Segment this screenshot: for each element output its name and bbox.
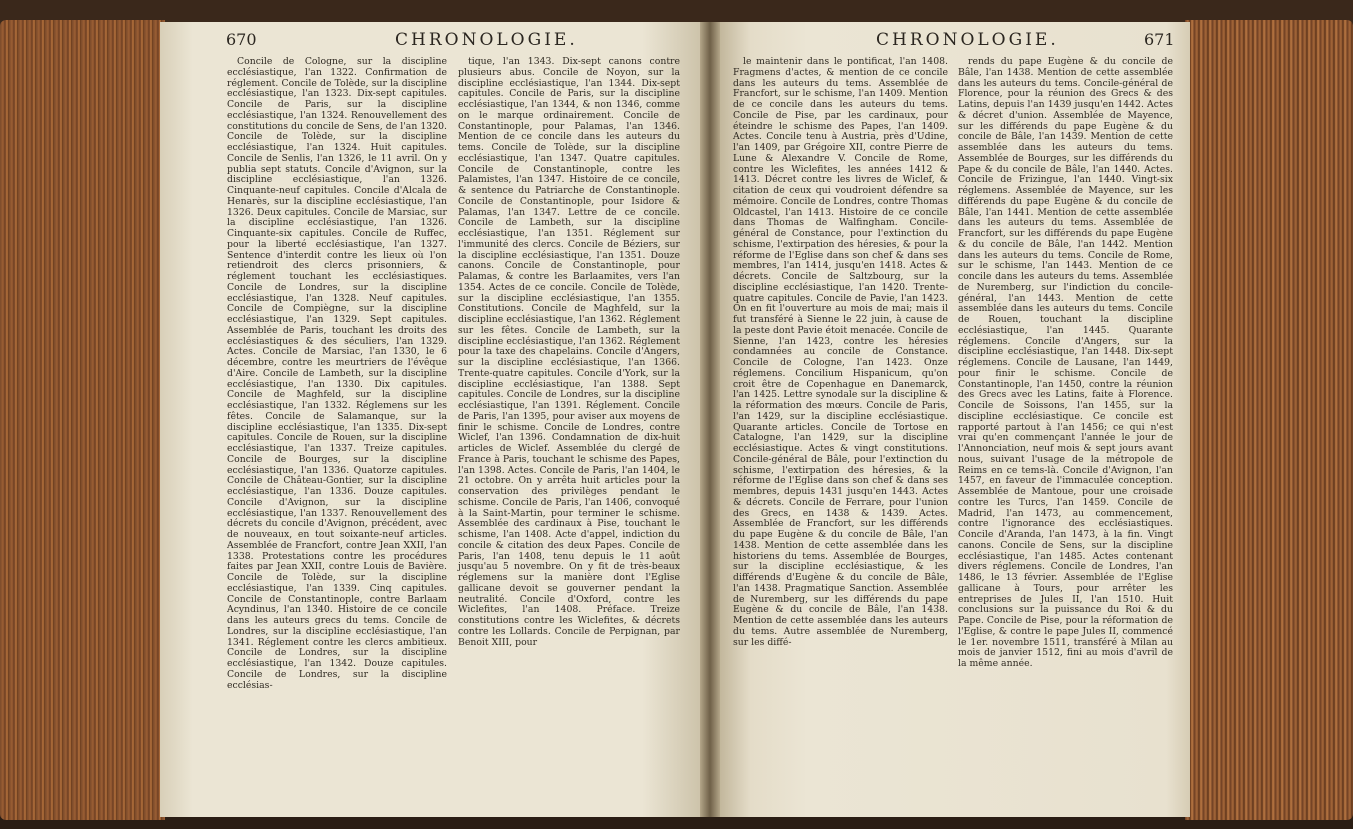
left-column-2-text: tique, l'an 1343. Dix-sept canons contre plusieurs abus. Concile de Noyon, sur la discipline ecclésiastique, l'an 1344. Dix-sept capitules. Concile de Paris, sur la discipline ecclésiastique, l'an 1344, & non 1346, comme on le marque ordinairement. Concile de Constantinople, pour Palamas, l'an 1346. Mention de ce concile dans les auteurs du tems. Concile de Tolède, sur la discipline ecclésiastique, l'an 1347. Quatre capitules. Concile de Constantinople, contre les Palamistes, l'an 1347. Histoire de ce concile, & sentence du Patriarche de Constantinople. Concile de Constantinople, pour Isidore & Palamas, l'an 1347. Lettre de ce concile. Concile de Lambeth, sur la discipline ecclésiastique, l'an 1351. Réglement sur l'immunité des clercs. Concile de Béziers, sur la discipline ecclésiastique, l'an 1351. Douze canons. Concile de Constantinople, pour Palamas, & contre les Barlaamites, vers l'an 1354. Actes de ce concile. Concile de Tolède, sur la discipline ecclésiastique, l'an 1355. Constitutions. Concile de Maghfeld, sur la discipline ecclésiastique, l'an 1362. Réglement sur les fêtes. Concile de Lambeth, sur la discipline ecclésiastique, l'an 1362. Réglement pour la taxe des chapelains. Concile d'Angers, sur la discipline ecclésiastique, l'an 1366. Trente-quatre capitules. Concile d'York, sur la discipline ecclésiastique, l'an 1388. Sept capitules. Concile de Londres, sur la discipline ecclésiastique, l'an 1391. Réglement. Concile de Paris, l'an 1395, pour aviser aux moyens de finir le schisme. Concile de Londres, contre Wiclef, l'an 1396. Condamnation de dix-huit articles de Wiclef. Assemblée du clergé de France à Paris, touchant le schisme des Papes, l'an 1398. Actes. Concile de Paris, l'an 1404, le 21 octobre. On y arrêta huit articles pour la conservation des privilèges pendant le schisme. Concile de Paris, l'an 1406, convoqué à la Saint-Martin, pour terminer le schisme. Assemblée des cardinaux à Pise, touchant le schisme, l'an 1408. Acte d'appel, indiction du concile & citation des deux Papes. Concile de Paris, l'an 1408, tenu depuis le 11 août jusqu'au 5 novembre. On y fit de très-beaux réglemens sur la manière dont l'Eglise gallicane devoit se gouverner pendant la neutralité. Concile d'Oxford, contre les Wiclefites, l'an 1408. Préface. Treize constitutions contre les Wiclefites, & décrets contre les Lollards. Concile de Perpignan, par Benoit XIII, pour — [458, 56, 680, 648]
left-folio: 670 — [226, 30, 257, 49]
left-running-head: CHRONOLOGIE. — [395, 30, 578, 50]
right-column-1-text: le maintenir dans le pontificat, l'an 1408. Fragmens d'actes, & mention de ce concile dans les auteurs du tems. Assemblée de Francfort, sur le schisme, l'an 1409. Mention de ce concile dans les auteurs du tems. Concile de Pise, par les cardinaux, pour éteindre le schisme des Papes, l'an 1409. Actes. Concile tenu à Austria, près d'Udine, l'an 1409, par Grégoire XII, contre Pierre de Lune & Alexandre V. Concile de Rome, contre les Wiclefites, les années 1412 & 1413. Décret contre les livres de Wiclef, & citation de ceux qui voudroient défendre sa mémoire. Concile de Londres, contre Thomas Oldcastel, l'an 1413. Histoire de ce concile dans Thomas de Walfingham. Concile-général de Constance, pour l'extinction du schisme, l'extirpation des héresies, & pour la réforme de l'Eglise dans son chef & dans ses membres, l'an 1414, jusqu'en 1418. Actes & décrets. Concile de Saltzbourg, sur la discipline ecclésiastique, l'an 1420. Trente-quatre capitules. Concile de Pavie, l'an 1423. On en fit l'ouverture au mois de mai; mais il fut transféré à Sienne le 22 juin, à cause de la peste dont Pavie étoit menacée. Concile de Sienne, l'an 1423, contre les héresies condamnées au concile de Constance. Concile de Cologne, l'an 1423. Onze réglemens. Concilium Hispanicum, qu'on croit être de Copenhague en Danemarck, l'an 1425. Lettre synodale sur la discipline & la réformation des mœurs. Concile de Paris, l'an 1429, sur la discipline ecclésiastique. Quarante articles. Concile de Tortose en Catalogne, l'an 1429, sur la discipline ecclésiastique. Actes & vingt constitutions. Concile-général de Bâle, pour l'extinction du schisme, l'extirpation des héresies, & la réforme de l'Eglise dans son chef & dans ses membres, depuis 1431 jusqu'en 1443. Actes & décrets. Concile de Ferrare, pour l'union des Grecs, en 1438 & 1439. Actes. Assemblée de Francfort, sur les différends du pape Eugène & du concile de Bâle, l'an 1438. Mention de cette assemblée dans les historiens du tems. Assemblée de Bourges, sur la discipline ecclésiastique, & les différends d'Eugène & du concile de Bâle, l'an 1438. Pragmatique Sanction. Assemblée de Nuremberg, sur les différends du pape Eugène & du concile de Bâle, l'an 1438. Mention de cette assemblée dans les auteurs du tems. Autre assemblée de Nuremberg, sur les diffé- — [733, 56, 948, 648]
left-column-1 — [227, 57, 447, 772]
book-gutter — [700, 22, 720, 817]
right-page-edges — [1185, 20, 1353, 820]
right-folio: 671 — [1144, 30, 1175, 49]
left-page-edges — [0, 20, 165, 820]
right-running-head: CHRONOLOGIE. — [876, 30, 1059, 50]
right-column-2 — [958, 57, 1173, 772]
left-column-2 — [458, 57, 680, 772]
right-column-2-text: rends du pape Eugène & du concile de Bâle, l'an 1438. Mention de cette assemblée dans les auteurs du tems. Concile-général de Florence, pour la réunion des Grecs & des Latins, depuis l'an 1439 jusqu'en 1442. Actes & décret d'union. Assemblée de Mayence, sur les différends du pape Eugène & du concile de Bâle, l'an 1439. Mention de cette assemblée dans les auteurs du tems. Assemblée de Bourges, sur les différends du Pape & du concile de Bâle, l'an 1440. Actes. Concile de Frizingue, l'an 1440. Vingt-six réglemens. Assemblée de Mayence, sur les différends du pape Eugène & du concile de Bâle, l'an 1441. Mention de cette assemblée dans les auteurs du tems. Assemblée de Francfort, sur les différends du pape Eugène & du concile de Bâle, l'an 1442. Mention dans les auteurs du tems. Concile de Rome, sur le schisme, l'an 1443. Mention de ce concile dans les auteurs du tems. Assemblée de Nuremberg, sur l'indiction du concile-général, l'an 1443. Mention de cette assemblée dans les auteurs du tems. Concile de Rouen, touchant la discipline ecclésiastique, l'an 1445. Quarante réglemens. Concile d'Angers, sur la discipline ecclésiastique, l'an 1448. Dix-sept réglemens. Concile de Lausane, l'an 1449, pour finir le schisme. Concile de Constantinople, l'an 1450, contre la réunion des Grecs avec les Latins, faite à Florence. Concile de Soissons, l'an 1455, sur la discipline ecclésiastique. Ce concile est rapporté partout à l'an 1456; ce qui n'est vrai qu'en commençant l'année le jour de l'Annonciation, neuf mois & sept jours avant nous, suivant l'usage de la métropole de Reims en ce tems-là. Concile d'Avignon, l'an 1457, en faveur de l'immaculée conception. Assemblée de Mantoue, pour une croisade contre les Turcs, l'an 1459. Concile de Madrid, l'an 1473, au commencement, contre l'ignorance des ecclésiastiques. Concile d'Aranda, l'an 1473, à la fin. Vingt canons. Concile de Sens, sur la discipline ecclésiastique, l'an 1485. Actes contenant divers réglemens. Concile de Londres, l'an 1486, le 13 février. Assemblée de l'Eglise gallicane à Tours, pour arrêter les entreprises de Jules II, l'an 1510. Huit conclusions sur la puissance du Roi & du Pape. Concile de Pise, pour la réformation de l'Eglise, & contre le pape Jules II, commencé le 1er. novembre 1511, transféré à Milan au mois de janvier 1512, fini au mois d'avril de la même année. — [958, 56, 1173, 669]
right-column-1 — [733, 57, 948, 772]
left-column-1-text: Concile de Cologne, sur la discipline ecclésiastique, l'an 1322. Confirmation de réglement. Concile de Tolède, sur la discipline ecclésiastique, l'an 1323. Dix-sept capitules. Concile de Paris, sur la discipline ecclésiastique, l'an 1324. Renouvellement des constitutions du concile de Sens, de l'an 1320. Concile de Tolède, sur la discipline ecclésiastique, l'an 1324. Huit capitules. Concile de Senlis, l'an 1326, le 11 avril. On y publia sept statuts. Concile d'Avignon, sur la discipline ecclésiastique, l'an 1326. Cinquante-neuf capitules. Concile d'Alcala de Henarès, sur la discipline ecclésiastique, l'an 1326. Deux capitules. Concile de Marsiac, sur la discipline ecclésiastique, l'an 1326. Cinquante-six capitules. Concile de Ruffec, pour la liberté ecclésiastique, l'an 1327. Sentence d'interdit contre les lieux où l'on retiendroit des clercs prisonniers, & réglement touchant les ecclésiastiques. Concile de Londres, sur la discipline ecclésiastique, l'an 1328. Neuf capitules. Concile de Compiègne, sur la discipline ecclésiastique, l'an 1329. Sept capitules. Assemblée de Paris, touchant les droits des ecclésiastiques & des séculiers, l'an 1329. Actes. Concile de Marsiac, l'an 1330, le 6 décembre, contre les meurtriers de l'évêque d'Aire. Concile de Lambeth, sur la discipline ecclésiastique, l'an 1330. Dix capitules. Concile de Maghfeld, sur la discipline ecclésiastique, l'an 1332. Réglemens sur les fêtes. Concile de Salamanque, sur la discipline ecclésiastique, l'an 1335. Dix-sept capitules. Concile de Rouen, sur la discipline ecclésiastique, l'an 1337. Treize capitules. Concile de Bourges, sur la discipline ecclésiastique, l'an 1336. Quatorze capitules. Concile de Château-Gontier, sur la discipline ecclésiastique, l'an 1336. Douze capitules. Concile d'Avignon, sur la discipline ecclésiastique, l'an 1337. Renouvellement des décrets du concile d'Avignon, précédent, avec de nouveaux, en tout soixante-neuf articles. Assemblée de Francfort, contre Jean XXII, l'an 1338. Protestations contre les procédures faites par Jean XXII, contre Louis de Bavière. Concile de Tolède, sur la discipline ecclésiastique, l'an 1339. Cinq capitules. Concile de Constantinople, contre Barlaam Acyndinus, l'an 1340. Histoire de ce concile dans les auteurs grecs du tems. Concile de Londres, sur la discipline ecclésiastique, l'an 1341. Réglement contre les clercs ambitieux. Concile de Londres, sur la discipline ecclésiastique, l'an 1342. Douze capitules. Concile de Londres, sur la discipline ecclésias- — [227, 56, 447, 691]
